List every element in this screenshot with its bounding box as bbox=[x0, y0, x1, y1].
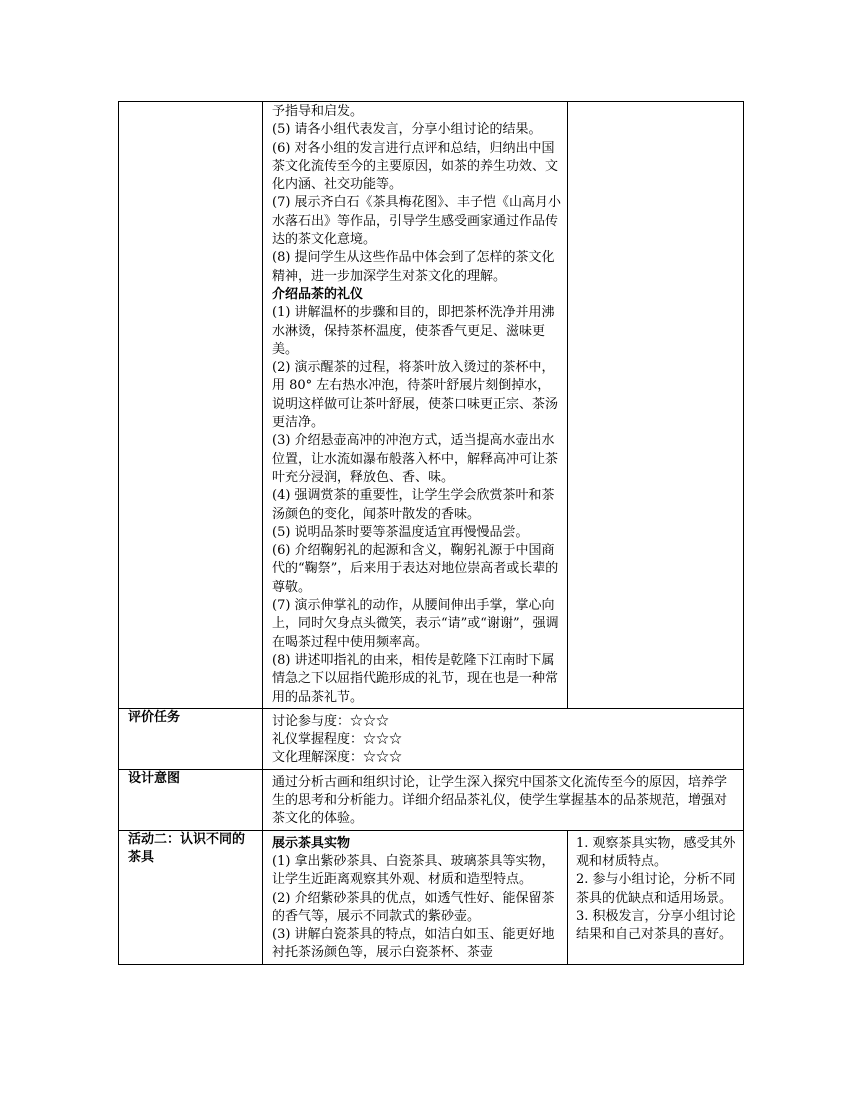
teacher-activity-cell bbox=[263, 102, 568, 709]
evaluation-label-cell bbox=[119, 708, 263, 769]
table-row bbox=[119, 708, 744, 769]
design-intent-label-cell bbox=[119, 769, 263, 830]
activity2-teacher-line: (2) 介绍紫砂茶具的优点，如透气性好、能保留茶的香气等，展示不同款式的紫砂壶。 bbox=[272, 890, 555, 924]
table-row bbox=[119, 769, 744, 830]
paragraph: (8) 提问学生从这些作品中体会到了怎样的茶文化精神，进一步加深学生对茶文化的理解。 bbox=[272, 250, 555, 284]
paragraph: (6) 介绍鞠躬礼的起源和含义，鞠躬礼源于中国商代的“鞠祭”，后来用于表达对地位崇高者或长辈的尊敬。 bbox=[272, 543, 559, 595]
paragraph: (7) 展示齐白石《茶具梅花图》、丰子恺《山高月小水落石出》等作品，引导学生感受画家通过作品传达的茶文化意境。 bbox=[272, 195, 562, 248]
activity2-teacher-line: (3) 讲解白瓷茶具的特点，如洁白如玉、能更好地衬托茶汤颜色等，展示白瓷茶杯、茶壶 bbox=[272, 927, 555, 961]
paragraph: (8) 讲述叩指礼的由来，相传是乾隆下江南时下属情急之下以屈指代跪形成的礼节，现在也是一种常用的品茶礼节。 bbox=[272, 652, 559, 705]
paragraph: (5) 说明品茶时要等茶温度适宜再慢慢品尝。 bbox=[272, 524, 529, 540]
paragraph: (2) 演示醒茶的过程，将茶叶放入烫过的茶杯中，用 80° 左右热水冲泡，待茶叶舒展片刻倒掉水，说明这样做可让茶叶舒展，使茶口味更正宗、茶汤更洁净。 bbox=[272, 360, 559, 431]
activity2-label: 活动二：认识不同的茶具 bbox=[128, 831, 246, 865]
paragraph: (5) 请各小组代表发言，分享小组讨论的结果。 bbox=[272, 122, 542, 138]
paragraph: (6) 对各小组的发言进行点评和总结，归纳出中国茶文化流传至今的主要原因，如茶的养生功效、文化内涵、社交功能等。 bbox=[272, 140, 559, 193]
section-heading: 介绍品茶的礼仪 bbox=[272, 286, 364, 302]
activity2-heading: 展示茶具实物 bbox=[272, 835, 351, 851]
activity2-student-cell bbox=[568, 830, 744, 964]
design-intent-content-cell bbox=[263, 769, 744, 830]
table-row bbox=[119, 830, 744, 964]
evaluation-label: 评价任务 bbox=[128, 709, 181, 725]
design-intent-text: 通过分析古画和组织讨论，让学生深入探究中国茶文化流传至今的原因，培养学生的思考和分析能力。详细介绍品茶礼仪，使学生掌握基本的品茶规范，增强对茶文化的体验。 bbox=[272, 774, 728, 827]
evaluation-item: 礼仪掌握程度：☆☆☆ bbox=[272, 732, 403, 748]
design-intent-label: 设计意图 bbox=[128, 770, 181, 786]
paragraph: 予指导和启发。 bbox=[272, 104, 364, 119]
activity2-teacher-line: (1) 拿出紫砂茶具、白瓷茶具、玻璃茶具等实物，让学生近距离观察其外观、材质和造型特点。 bbox=[272, 853, 555, 888]
activity2-teacher-cell bbox=[263, 830, 568, 964]
evaluation-item: 文化理解深度：☆☆☆ bbox=[272, 750, 403, 766]
paragraph: (1) 讲解温杯的步骤和目的，即把茶杯洗净并用沸水淋烫，保持茶杯温度，使茶香气更足、滋味更美。 bbox=[272, 305, 555, 357]
evaluation-item: 讨论参与度：☆☆☆ bbox=[272, 713, 390, 729]
table-row bbox=[119, 102, 744, 709]
teacher-activity-content bbox=[263, 102, 567, 708]
paragraph: (4) 强调赏茶的重要性，让学生学会欣赏茶叶和茶汤颜色的变化，闻茶叶散发的香味。 bbox=[272, 488, 555, 522]
activity-label-cell-empty bbox=[119, 102, 263, 709]
activity2-student-line: 1. 观察茶具实物，感受其外观和材质特点。 bbox=[576, 835, 736, 869]
activity2-label-cell bbox=[119, 830, 263, 964]
activity2-student-line: 3. 积极发言，分享小组讨论结果和自己对茶具的喜好。 bbox=[576, 908, 736, 943]
paragraph: (7) 演示伸掌礼的动作，从腰间伸出手掌，掌心向上，同时欠身点头微笑，表示“请”或“谢谢”，强调在喝茶过程中使用频率高。 bbox=[272, 598, 559, 650]
paragraph: (3) 介绍悬壶高冲的冲泡方式，适当提高水壶出水位置，让水流如瀑布般落入杯中，解释高冲可让茶叶充分浸润，释放色、香、味。 bbox=[272, 433, 559, 485]
evaluation-content-cell bbox=[263, 708, 744, 769]
activity2-student-line: 2. 参与小组讨论，分析不同茶具的优缺点和适用场景。 bbox=[576, 872, 736, 906]
student-activity-cell-empty bbox=[568, 102, 744, 709]
lesson-plan-table bbox=[118, 101, 744, 965]
